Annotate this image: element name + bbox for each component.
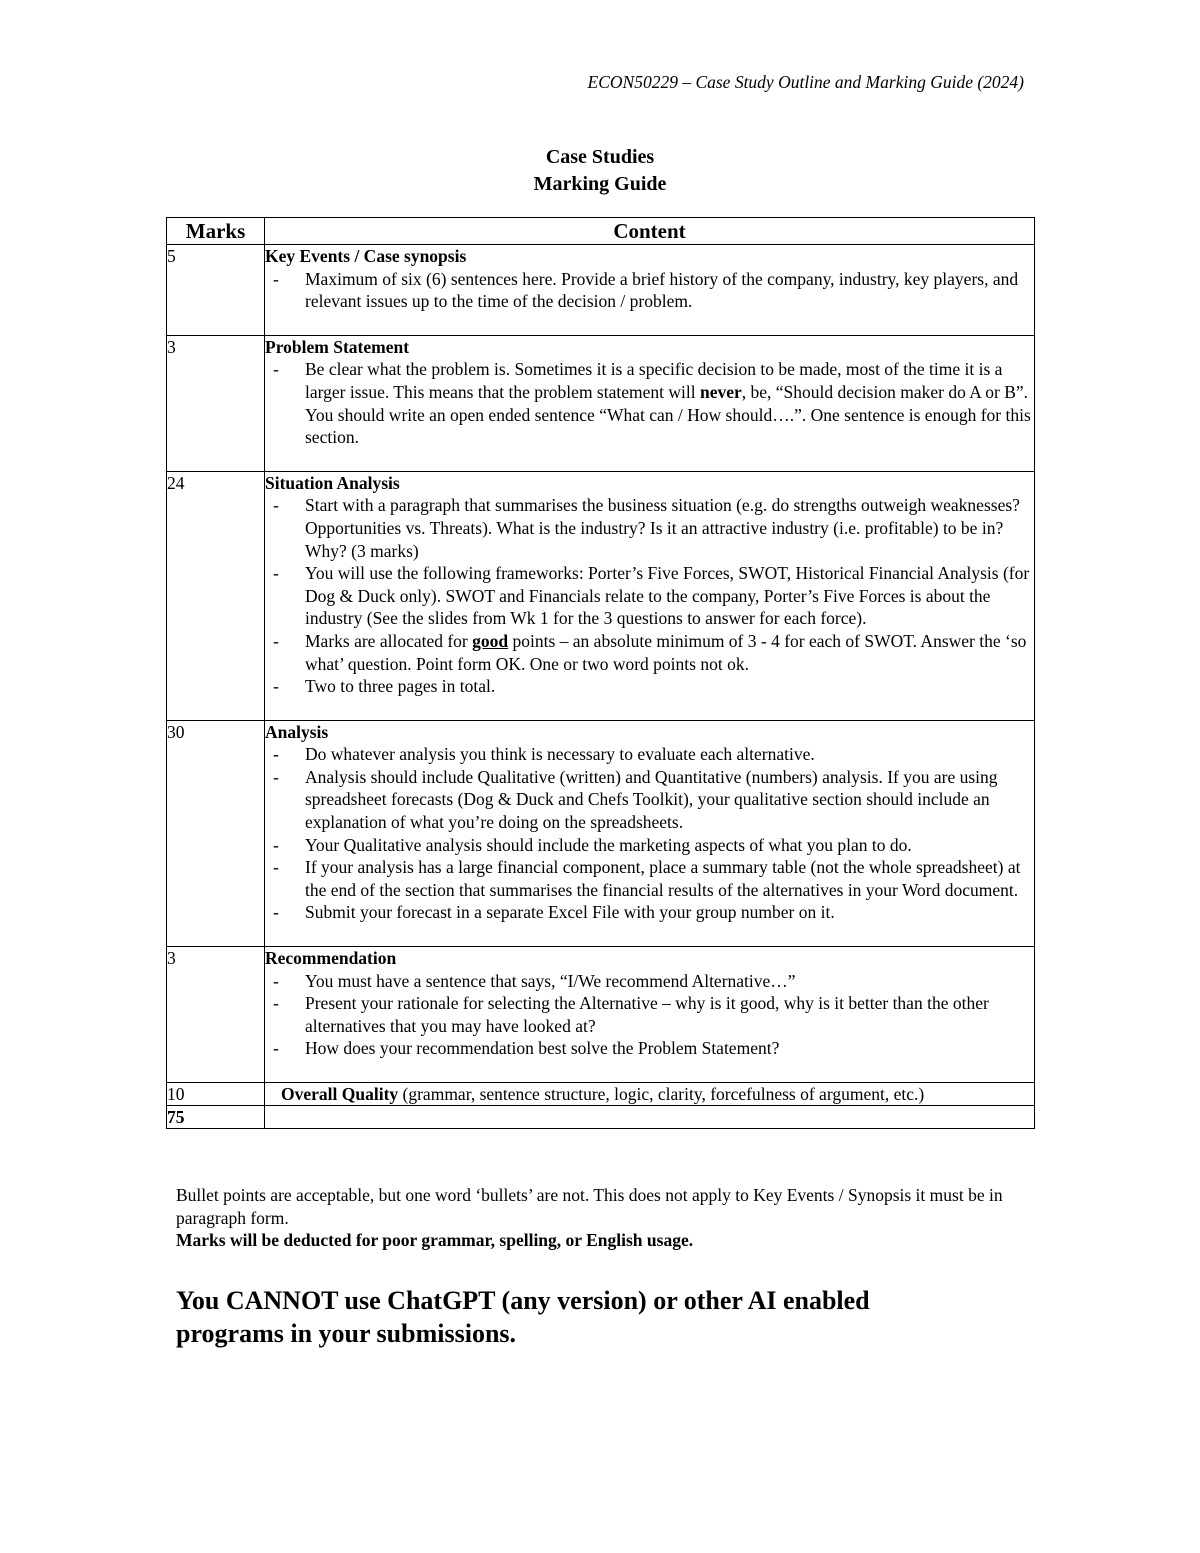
- document-title: [0, 144, 1200, 198]
- bullet-list: [265, 358, 1034, 448]
- list-item: - Present your rationale for selecting the Alternative – why is it good, why is it better than the other alternatives that you may have looked at?: [265, 992, 1034, 1037]
- empty-cell: [265, 1106, 1035, 1129]
- column-header-content: Content: [265, 218, 1035, 245]
- ai-warning: You CANNOT use ChatGPT (any version) or other AI enabled programs in your submissions.: [176, 1286, 870, 1348]
- section-title: Analysis: [265, 721, 329, 742]
- list-item: - How does your recommendation best solve the Problem Statement?: [265, 1037, 1034, 1060]
- table-row: [167, 245, 1035, 336]
- list-item: - If your analysis has a large financial component, place a summary table (not the whole spreadsheet) at the end of the section that summarises the financial results of the alternatives in your Word document.: [265, 856, 1034, 901]
- section-detail: (grammar, sentence structure, logic, clarity, forcefulness of argument, etc.): [398, 1084, 925, 1104]
- list-item: - You must have a sentence that says, “I/We recommend Alternative…”: [265, 970, 1034, 993]
- list-item: - Maximum of six (6) sentences here. Provide a brief history of the company, industry, key players, and relevant issues up to the time of the decision / problem.: [265, 268, 1034, 313]
- content-cell: [265, 335, 1035, 471]
- section-title: Overall Quality: [281, 1084, 399, 1104]
- list-item: - Be clear what the problem is. Sometimes it is a specific decision to be made, most of the time it is a larger issue. This means that the problem statement will never, be, “Should decision maker do A or B”. You should write an open ended sentence “What can / How should….”. One sentence is enough for this section.: [265, 358, 1034, 448]
- list-item: - Marks are allocated for good points – an absolute minimum of 3 - 4 for each of SWOT. Answer the ‘so what’ question. Point form OK. One or two word points not ok.: [265, 630, 1034, 675]
- bullet-list: [265, 494, 1034, 697]
- section-title: Problem Statement: [265, 336, 410, 357]
- content-cell: [265, 720, 1035, 946]
- content-cell: [265, 1083, 1035, 1106]
- title-line-1: Case Studies: [545, 146, 655, 168]
- table-row: [167, 471, 1035, 720]
- table-row: [167, 1083, 1035, 1106]
- list-item: - Do whatever analysis you think is necessary to evaluate each alternative.: [265, 743, 1034, 766]
- marks-cell: 5: [167, 245, 265, 336]
- content-cell: [265, 245, 1035, 336]
- section-title: Key Events / Case synopsis: [265, 246, 467, 266]
- bullet-list: [265, 970, 1034, 1060]
- note-deductions: Marks will be deducted for poor grammar, spelling, or English usage.: [176, 1230, 694, 1251]
- title-line-2: Marking Guide: [533, 173, 667, 195]
- column-header-marks: Marks: [167, 218, 265, 245]
- list-item: - Analysis should include Qualitative (written) and Quantitative (numbers) analysis. If you are using spreadsheet forecasts (Dog & Duck and Chefs Toolkit), your qualitative section should include an explanation of what you’re doing on the spreadsheets.: [265, 766, 1034, 834]
- notes: [176, 1184, 1026, 1252]
- marks-cell: 24: [167, 471, 265, 720]
- marks-cell: 3: [167, 947, 265, 1083]
- marking-guide-table: [166, 217, 1035, 1129]
- table-row: [167, 947, 1035, 1083]
- note-bullet-points: Bullet points are acceptable, but one word ‘bullets’ are not. This does not apply to Key Events / Synopsis it must be in paragraph form.: [176, 1185, 1003, 1228]
- list-item: - Start with a paragraph that summarises the business situation (e.g. do strengths outweigh weaknesses? Opportunities vs. Threats). What is the industry? Is it an attractive industry (i.e. profitable) to be in? Why? (3 marks): [265, 494, 1034, 562]
- table-row: [167, 720, 1035, 946]
- marks-cell: 10: [167, 1083, 265, 1106]
- total-row: [167, 1106, 1035, 1129]
- marks-cell: 3: [167, 335, 265, 471]
- total-marks-cell: 75: [167, 1106, 265, 1129]
- list-item: - You will use the following frameworks: Porter’s Five Forces, SWOT, Historical Financial Analysis (for Dog & Duck only). SWOT and Financials relate to the company, Porter’s Five Forces is about the industry (See the slides from Wk 1 for the 3 questions to answer for each force).: [265, 562, 1034, 630]
- list-item: - Two to three pages in total.: [265, 675, 1034, 698]
- list-item: - Your Qualitative analysis should include the marketing aspects of what you plan to do.: [265, 834, 1034, 857]
- section-title: Recommendation: [265, 948, 397, 969]
- marks-cell: 30: [167, 720, 265, 946]
- table-row: [167, 335, 1035, 471]
- bullet-list: [265, 268, 1034, 313]
- content-cell: [265, 947, 1035, 1083]
- running-header: ECON50229 – Case Study Outline and Marking Guide (2024): [587, 72, 1024, 92]
- section-title: Situation Analysis: [265, 472, 400, 493]
- table-header-row: [167, 218, 1035, 245]
- content-cell: [265, 471, 1035, 720]
- list-item: - Submit your forecast in a separate Excel File with your group number on it.: [265, 901, 1034, 924]
- bullet-list: [265, 743, 1034, 924]
